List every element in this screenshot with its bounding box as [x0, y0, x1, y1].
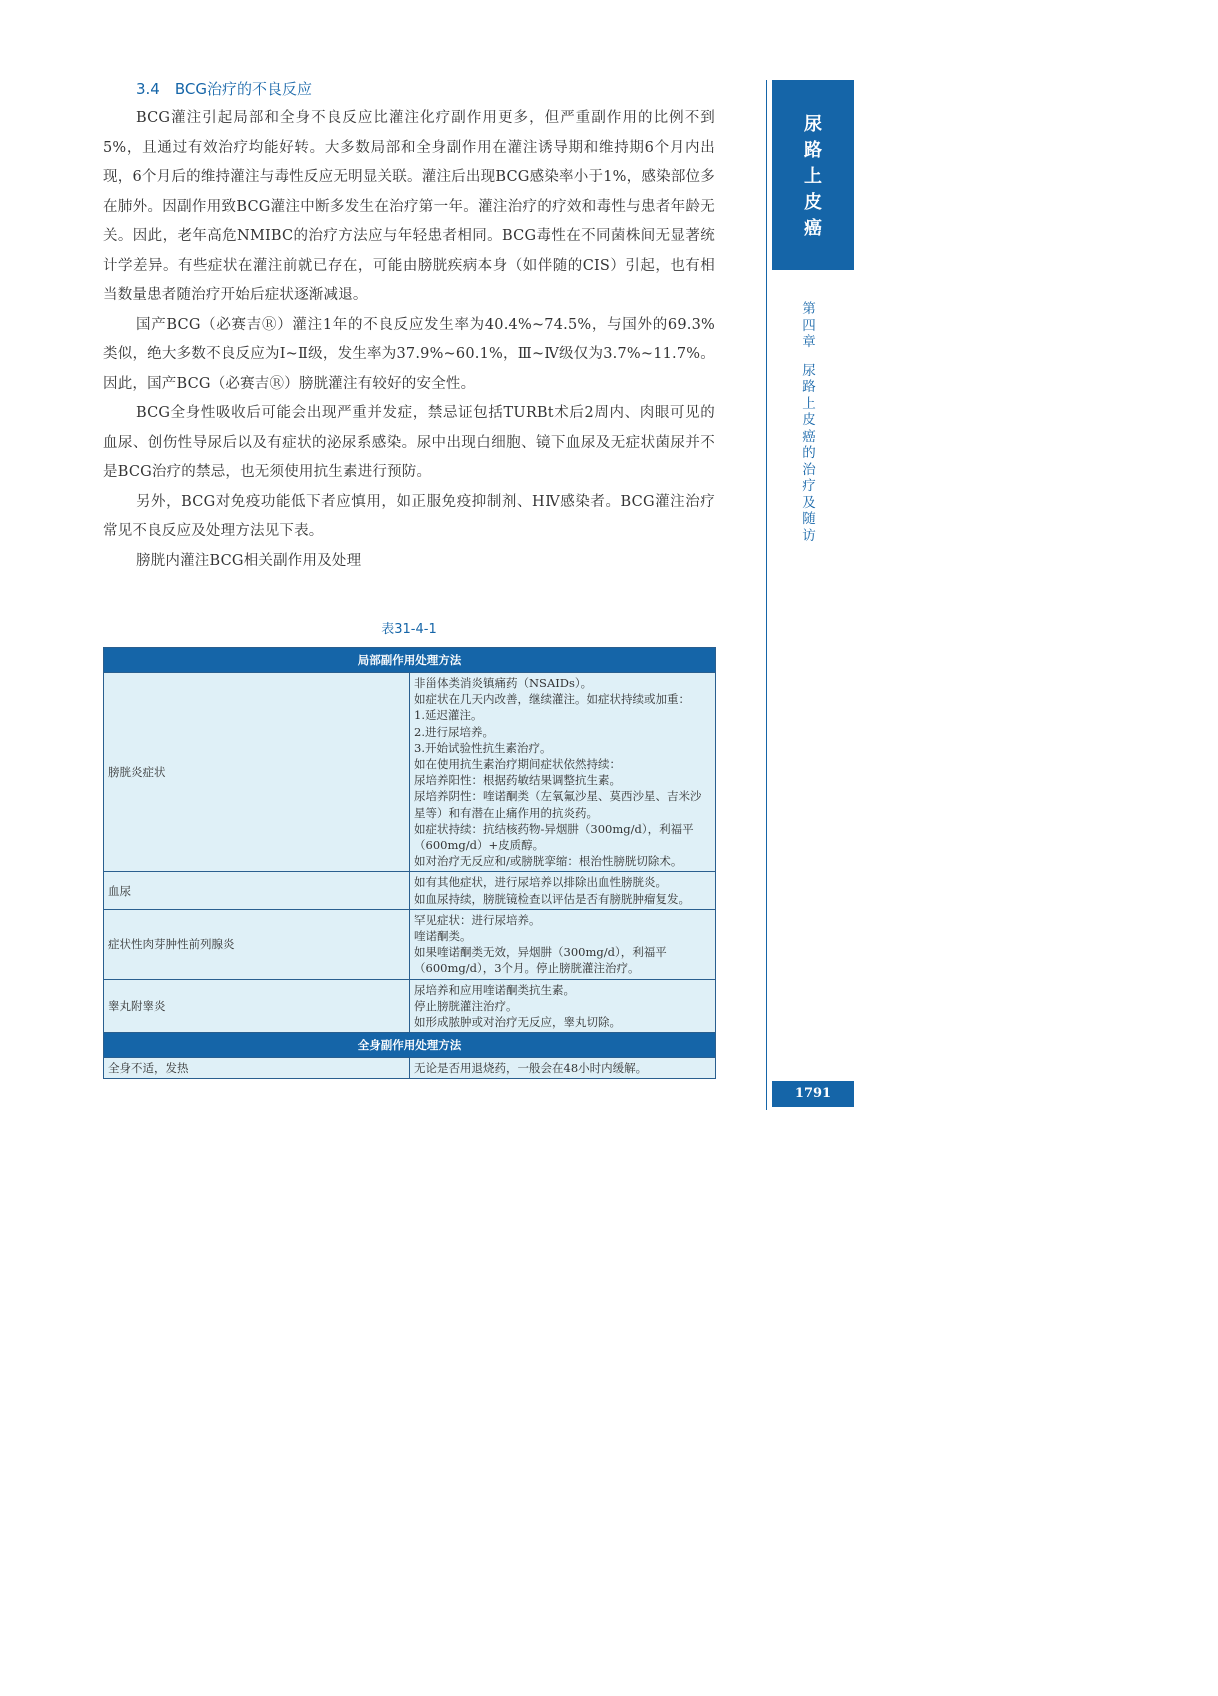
content-line: 1.延迟灌注。 [414, 708, 483, 723]
side-tab-char: 路 [804, 140, 822, 161]
side-tab-char: 尿 [804, 114, 822, 135]
side-tab-title [772, 112, 854, 242]
chapter-char: 的 [802, 445, 816, 461]
row-content [410, 1058, 716, 1079]
side-tab [772, 80, 854, 270]
row-label: 全身不适，发热 [104, 1058, 410, 1079]
content-line: 如症状在几天内改善，继续灌注。如症状持续或加重： [414, 692, 690, 707]
chapter-gap [798, 351, 820, 363]
content-line: 如形成脓肿或对治疗无反应，睾丸切除。 [414, 1015, 621, 1030]
paragraph: BCG灌注引起局部和全身不良反应比灌注化疗副作用更多，但严重副作用的比例不到5%，且通过有效治疗均能好转。大多数局部和全身副作用在灌注诱导期和维持期6个月内出现，6个月后的维持灌注与毒性反应无明显关联。灌注后出现BCG感染率小于1%，感染部位多在肺外。因副作用致BCG灌注中断多发生在治疗第一年。灌注治疗的疗效和毒性与患者年龄无关。因此，老年高危NMIBC的治疗方法应与年轻患者相同。BCG毒性在不同菌株间无显著统计学差异。有些症状在灌注前就已存在，可能由膀胱疾病本身（如伴随的CIS）引起，也有相当数量患者随治疗开始后症状逐渐减退。 [103, 110, 715, 303]
row-content [410, 872, 716, 909]
row-content [410, 909, 716, 979]
row-label: 症状性肉芽肿性前列腺炎 [104, 909, 410, 979]
content-line: 如症状持续：抗结核药物-异烟肼（300mg/d），利福平（600mg/d）+皮质醇。 [414, 821, 694, 853]
content-line: 喹诺酮类。 [414, 929, 472, 944]
table-row [104, 1058, 716, 1079]
margin-rule [766, 80, 767, 1110]
chapter-char: 尿 [802, 362, 816, 379]
paragraph: 膀胱内灌注BCG相关副作用及处理 [136, 552, 362, 569]
chapter-char: 疗 [802, 478, 816, 494]
content-line: 如血尿持续，膀胱镜检查以评估是否有膀胱肿瘤复发。 [414, 891, 690, 906]
side-tab-char: 癌 [804, 218, 822, 239]
table-section-header [104, 1033, 716, 1058]
chapter-char: 随 [802, 511, 816, 527]
side-effects-table [103, 647, 716, 1079]
page-number: 1791 [772, 1081, 854, 1107]
paragraph: 另外，BCG对免疫功能低下者应慎用，如正服免疫抑制剂、HⅣ感染者。BCG灌注治疗常见不良反应及处理方法见下表。 [103, 493, 715, 539]
table-row [104, 979, 716, 1033]
chapter-char: 治 [802, 461, 816, 478]
content-line: 尿培养和应用喹诺酮类抗生素。 [414, 982, 575, 997]
table-section-header [104, 648, 716, 673]
side-tab-char: 上 [804, 166, 822, 187]
systemic-header-cell: 全身副作用处理方法 [104, 1033, 716, 1058]
chapter-char: 上 [802, 395, 816, 412]
row-content [410, 979, 716, 1033]
row-label: 膀胱炎症状 [104, 673, 410, 872]
content-line: 如对治疗无反应和/或膀胱挛缩：根治性膀胱切除术。 [414, 854, 683, 869]
table-row [104, 909, 716, 979]
chapter-title [798, 301, 820, 544]
chapter-char: 及 [802, 494, 816, 511]
side-tab-char: 皮 [804, 192, 822, 213]
content-line: 非甾体类消炎镇痛药（NSAIDs）。 [414, 676, 593, 690]
paragraph: BCG全身性吸收后可能会出现严重并发症，禁忌证包括TURBt术后2周内、肉眼可见的血尿、创伤性导尿后以及有症状的泌尿系感染。尿中出现白细胞、镜下血尿及无症状菌尿并不是BCG治疗的禁忌，也无须使用抗生素进行预防。 [103, 405, 715, 480]
content-line: 停止膀胱灌注治疗。 [414, 998, 518, 1013]
body-text [103, 104, 715, 576]
table-row [104, 673, 716, 872]
section-heading: 3.4 BCG治疗的不良反应 [136, 80, 312, 98]
paragraph: 国产BCG（必赛吉Ⓡ）灌注1年的不良反应发生率为40.4%~74.5%，与国外的69.3%类似，绝大多数不良反应为Ⅰ~Ⅱ级，发生率为37.9%~60.1%，Ⅲ~Ⅳ级仅为3.7%~11.7%。因此，国产BCG（必赛吉Ⓡ）膀胱灌注有较好的安全性。 [103, 316, 715, 392]
row-label: 睾丸附睾炎 [104, 979, 410, 1033]
content-line: 3.开始试验性抗生素治疗。 [414, 740, 552, 755]
content-line: 尿培养阴性：喹诺酮类（左氧氟沙星、莫西沙星、吉米沙星等）和有潜在止痛作用的抗炎药。 [414, 789, 702, 820]
content-line: 罕见症状：进行尿培养。 [414, 912, 541, 927]
chapter-char: 第 [802, 301, 816, 317]
row-label: 血尿 [104, 872, 410, 909]
chapter-char: 访 [802, 527, 816, 544]
content-line: 如有其他症状，进行尿培养以排除出血性膀胱炎。 [414, 875, 667, 890]
chapter-char: 四 [802, 317, 816, 334]
content-line: 无论是否用退烧药，一般会在48小时内缓解。 [414, 1061, 648, 1076]
content-line: 尿培养阳性：根据药敏结果调整抗生素。 [414, 773, 621, 788]
table-caption: 表31-4-1 [381, 622, 437, 637]
content-line: 2.进行尿培养。 [414, 724, 494, 739]
table-row [104, 872, 716, 909]
chapter-char: 章 [802, 334, 816, 350]
local-header-cell: 局部副作用处理方法 [104, 648, 716, 673]
chapter-char: 路 [802, 379, 816, 395]
chapter-char: 癌 [802, 428, 816, 445]
content-line: 如果喹诺酮类无效，异烟肼（300mg/d），利福平（600mg/d），3个月。停止膀胱灌注治疗。 [414, 945, 667, 976]
content-line: 如在使用抗生素治疗期间症状依然持续： [414, 757, 621, 772]
row-content [410, 673, 716, 872]
chapter-char: 皮 [802, 412, 816, 428]
